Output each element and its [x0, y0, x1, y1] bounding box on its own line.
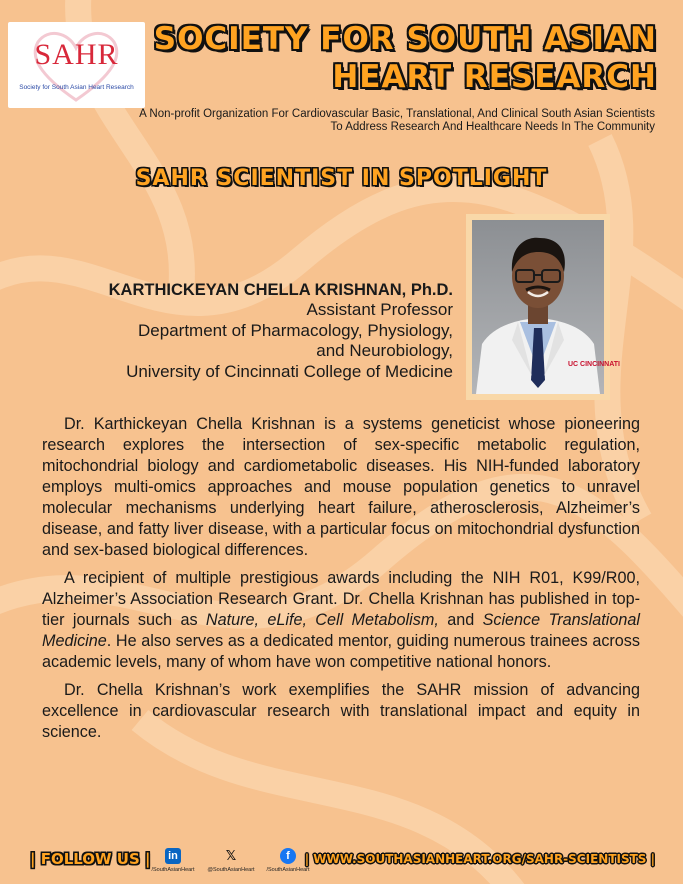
organization-title: SOCIETY FOR SOUTH ASIAN HEART RESEARCH	[153, 21, 657, 95]
scientist-department-line2: and Neurobiology,	[316, 341, 453, 360]
follow-us-label: | FOLLOW US |	[30, 850, 151, 868]
scientist-name: KARTHICKEYAN CHELLA KRISHNAN, Ph.D.	[108, 281, 453, 299]
bio-paragraph-3: Dr. Chella Krishnan’s work exemplifies the SAHR mission of advancing excellence in cardiovascular research with translational impact and equity in science.	[42, 681, 640, 741]
scientist-portrait	[472, 220, 620, 394]
facebook-handle: /SouthAsianHeart	[266, 867, 310, 873]
sahr-logo	[8, 22, 145, 108]
portrait-frame	[466, 214, 620, 400]
scientist-department-line1: Department of Pharmacology, Physiology,	[138, 320, 453, 340]
bio-p2-intro: A recipient of multiple prestigious awards including the NIH R01, K99/R00, Alzheimer’s Association Research Grant. Dr. Chella Krishnan has published in top-tier journals such as	[42, 569, 640, 629]
coat-badge: UC CINCINNATI	[568, 361, 620, 368]
scientist-details	[13, 280, 453, 382]
bio-paragraph-1: Dr. Karthickeyan Chella Krishnan is a systems geneticist whose pioneering research explores the intersection of sex-specific metabolic regulation, mitochondrial biology and cardiometabolic diseases. His NIH-funded laboratory employs multi-omics approaches and mouse population genetics to unravel molecular mechanisms underlying heart failure, atherosclerosis, Alzheimer’s disease, and fatty liver disease, with a particular focus on mitochondrial dysfunction and sex-based biological differences.	[42, 415, 640, 559]
scientist-position: Assistant Professor	[306, 300, 453, 319]
facebook-icon: f	[280, 848, 296, 864]
website-link[interactable]: | WWW.SOUTHASIANHEART.ORG/SAHR-SCIENTISTS |	[304, 852, 655, 866]
biography	[42, 414, 640, 750]
bio-p2-and: and	[438, 611, 483, 629]
x-handle: @SouthAsianHeart	[207, 867, 255, 873]
x-icon: 𝕏	[225, 848, 237, 863]
logo-tagline: Society for South Asian Heart Research	[19, 84, 134, 91]
linkedin-icon: in	[165, 848, 181, 864]
portrait-illustration	[472, 220, 620, 394]
bio-paragraph-2	[42, 568, 640, 673]
bio-p2-rest: . He also serves as a dedicated mentor, guiding numerous trainees across academic levels, many of whom have won competitive national honors.	[42, 632, 640, 671]
footer	[0, 848, 683, 880]
logo-wordmark: SAHR	[34, 38, 119, 71]
scientist-institution: University of Cincinnati College of Medicine	[126, 361, 453, 381]
bio-journals-1: Nature, eLife, Cell Metabolism,	[205, 611, 439, 629]
x-link[interactable]	[201, 848, 261, 873]
spotlight-title: SAHR SCIENTIST IN SPOTLIGHT	[135, 166, 548, 191]
linkedin-handle: /SouthAsianHeart	[151, 867, 195, 873]
organization-subtitle: A Non-profit Organization For Cardiovascular Basic, Translational, And Clinical South Asian Scientists To Address Research And Healthcare Needs In The Community	[139, 108, 655, 133]
linkedin-link[interactable]	[143, 848, 203, 873]
bio-journals-2: Science Translational Medicine	[42, 611, 640, 650]
